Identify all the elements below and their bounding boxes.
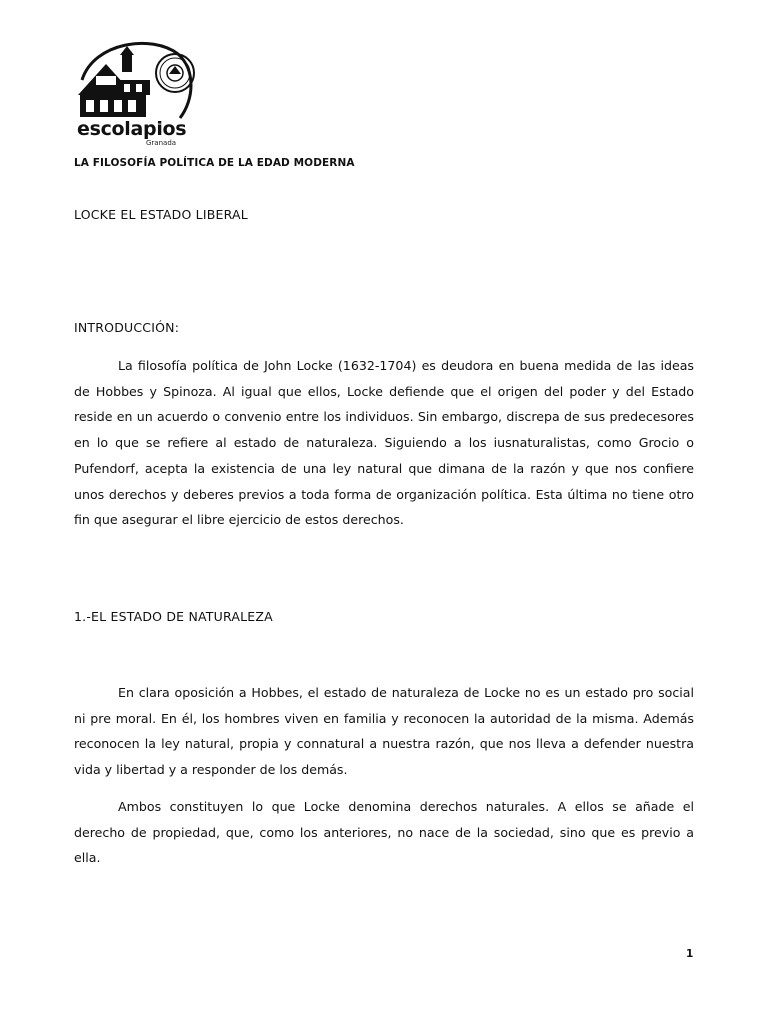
escolapios-logo [74,40,198,154]
logo-city-text: Granada [146,139,177,147]
section1-paragraph-2: Ambos constituyen lo que Locke denomina derechos naturales. A ellos se añade el derecho de propiedad, que, como los anteriores, no nace de la sociedad, sino que es previo a ella. [74,799,694,866]
intro-paragraph: La filosofía política de John Locke (1632-1704) es deudora en buena medida de las ideas de Hobbes y Spinoza. Al igual que ellos, Locke defiende que el origen del poder y del Estado reside en un acuerdo o convenio entre los individuos. Sin embargo, discrepa de sus predecesores en lo que se refiere al estado de naturaleza. Siguiendo a los iusnaturalistas, como Grocio o Pufendorf, acepta la existencia de una ley natural que dimana de la razón y que nos confiere unos derechos y deberes previos a toda forma de organización política. Esta última no tiene otro fin que asegurar el libre ejercicio de estos derechos. [74,358,694,528]
logo-brand-text: escolapios [77,118,187,140]
page-number: 1 [686,948,694,960]
section1-paragraph-1: En clara oposición a Hobbes, el estado de naturaleza de Locke no es un estado pro social ni pre moral. En él, los hombres viven en familia y reconocen la autoridad de la misma. Además reconocen la ley natural, propia y connatural a nuestra razón, que nos lleva a defender nuestra vida y libertad y a responder de los demás. [74,685,694,778]
section1-heading: 1.-EL ESTADO DE NATURALEZA [74,609,273,624]
document-heading: LA FILOSOFÍA POLÍTICA DE LA EDAD MODERNA [74,157,355,169]
escolapios-building-logo-icon [74,40,198,120]
document-subtitle: LOCKE EL ESTADO LIBERAL [74,207,248,222]
intro-heading: INTRODUCCIÓN: [74,320,180,335]
